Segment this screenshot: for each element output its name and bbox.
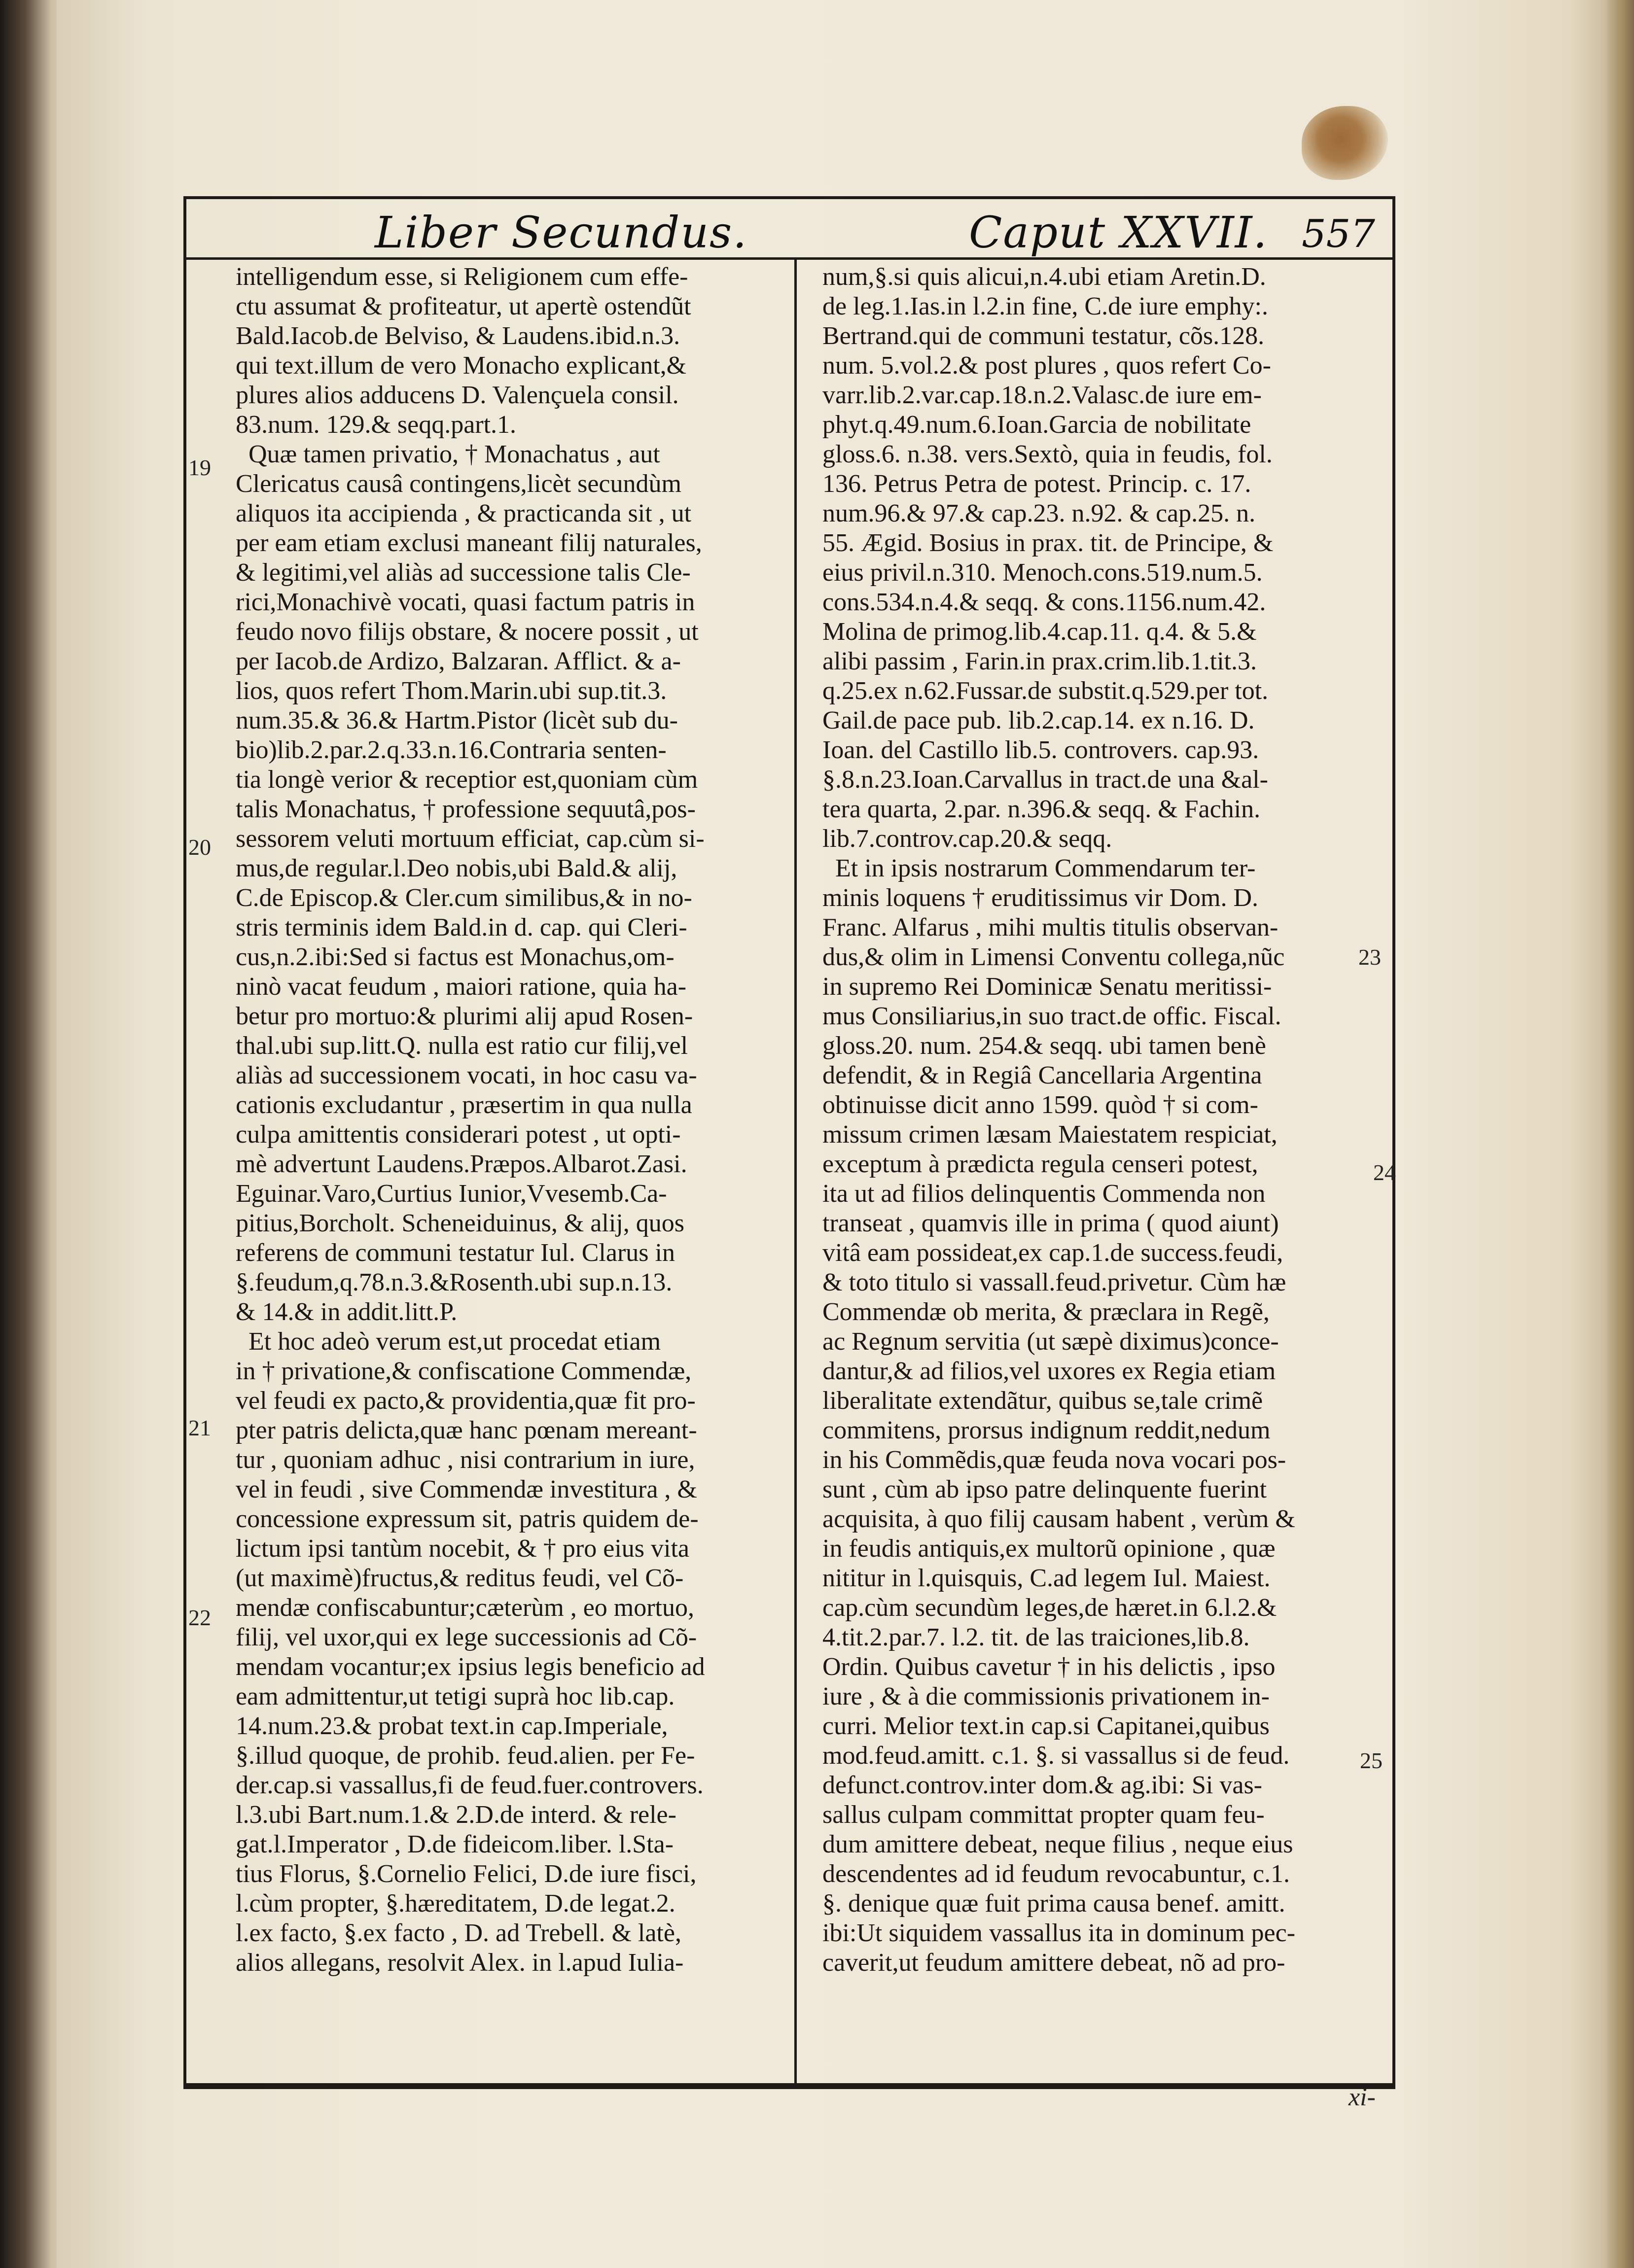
- bottom-rule: [183, 2086, 1395, 2089]
- text-line: Et in ipsis nostrarum Commendarum ter-: [822, 854, 1256, 882]
- text-line: alibi passim , Farin.in prax.crim.lib.1.tit.3.: [822, 647, 1257, 675]
- text-line: cationis excludantur , præsertim in qua nulla: [236, 1091, 692, 1119]
- text-line: Quæ tamen privatio, † Monachatus , aut: [236, 440, 660, 468]
- text-line: tius Florus, §.Cornelio Felici, D.de iure fisci,: [236, 1860, 697, 1888]
- text-line: mendæ confiscabuntur;cæterùm , eo mortuo,: [236, 1594, 695, 1622]
- text-line: minis loquens † eruditissimus vir Dom. D.: [822, 884, 1258, 912]
- text-line: vitâ eam possideat,ex cap.1.de success.feudi,: [822, 1239, 1283, 1267]
- text-line: ctu assumat & profiteatur, ut apertè ostendũt: [236, 292, 691, 320]
- text-line: dum amittere debeat, neque filius , neque eius: [822, 1830, 1293, 1858]
- text-line: §. denique quæ fuit prima causa benef. amitt.: [822, 1889, 1285, 1918]
- text-line: tur , quoniam adhuc , nisi contrarium in iure,: [236, 1446, 695, 1474]
- text-line: mod.feud.amitt. c.1. §. si vassallus si de feud.: [822, 1742, 1290, 1770]
- text-line: talis Monachatus, † professione sequutâ,pos-: [236, 795, 696, 823]
- text-line: num.35.& 36.& Hartm.Pistor (licèt sub du-: [236, 706, 678, 734]
- text-line: intelligendum esse, si Religionem cum effe-: [236, 263, 688, 291]
- text-line: tera quarta, 2.par. n.396.& seqq. & Fachin.: [822, 795, 1261, 823]
- text-line: 55. Ægid. Bosius in prax. tit. de Principe, &: [822, 529, 1274, 557]
- text-line: gloss.20. num. 254.& seqq. ubi tamen benè: [822, 1032, 1266, 1060]
- text-line: mus Consiliarius,in suo tract.de offic. Fiscal.: [822, 1002, 1281, 1030]
- text-line: aliàs ad successionem vocati, in hoc casu va-: [236, 1061, 697, 1089]
- text-line: ninò vacat feudum , maiori ratione, quia ha-: [236, 973, 687, 1001]
- page-number: 557: [1302, 212, 1375, 256]
- text-line: gat.l.Imperator , D.de fideicom.liber. l.Sta-: [236, 1830, 674, 1858]
- text-line: filij, vel uxor,qui ex lege successionis ad Cõ-: [236, 1623, 697, 1651]
- text-line: per Iacob.de Ardizo, Balzaran. Afflict. & a-: [236, 647, 681, 675]
- text-line: missum crimen læsam Maiestatem respiciat,: [822, 1120, 1278, 1149]
- text-line: de leg.1.Ias.in l.2.in fine, C.de iure emphy:.: [822, 292, 1269, 320]
- text-line: §.illud quoque, de prohib. feud.alien. per Fe-: [236, 1742, 695, 1770]
- margin-number-23: 23: [1358, 944, 1381, 970]
- text-line: gloss.6. n.38. vers.Sextò, quia in feudis, fol.: [822, 440, 1273, 468]
- text-line: 83.num. 129.& seqq.part.1.: [236, 411, 517, 439]
- text-line: commitens, prorsus indignum reddit,nedum: [822, 1416, 1271, 1444]
- text-line: ibi:Ut siquidem vassallus ita in dominum pec-: [822, 1919, 1296, 1947]
- text-line: Clericatus causâ contingens,licèt secundùm: [236, 470, 681, 498]
- text-line: & 14.& in addit.litt.P.: [236, 1298, 458, 1326]
- text-line: acquisita, à quo filij causam habent , verùm &: [822, 1505, 1295, 1533]
- text-line: eius privil.n.310. Menoch.cons.519.num.5.: [822, 558, 1263, 587]
- left-text-column: [236, 262, 790, 1978]
- text-line: ac Regnum servitia (ut sæpè diximus)conce-: [822, 1327, 1279, 1356]
- text-line: ita ut ad filios delinquentis Commenda non: [822, 1180, 1266, 1208]
- text-line: defunct.controv.inter dom.& ag.ibi: Si vas-: [822, 1771, 1262, 1799]
- text-line: aliquos ita accipienda , & practicanda sit , ut: [236, 499, 692, 527]
- column-divider: [794, 260, 797, 2086]
- text-line: 14.num.23.& probat text.in cap.Imperiale,: [236, 1712, 668, 1740]
- text-line: & toto titulo si vassall.feud.privetur. Cùm hæ: [822, 1268, 1286, 1296]
- margin-number-25: 25: [1360, 1748, 1383, 1773]
- text-line: Gail.de pace pub. lib.2.cap.14. ex n.16. D.: [822, 706, 1255, 734]
- text-line: Bald.Iacob.de Belviso, & Laudens.ibid.n.3.: [236, 322, 680, 350]
- text-line: rici,Monachivè vocati, quasi factum patris in: [236, 588, 695, 616]
- text-line: lios, quos refert Thom.Marin.ubi sup.tit.3.: [236, 677, 667, 705]
- text-line: in † privatione,& confiscatione Commendæ,: [236, 1357, 692, 1385]
- text-line: betur pro mortuo:& plurimi alij apud Rosen-: [236, 1002, 693, 1030]
- text-line: l.cùm propter, §.hæreditatem, D.de legat.2.: [236, 1889, 675, 1918]
- text-line: Eguinar.Varo,Curtius Iunior,Vvesemb.Ca-: [236, 1180, 667, 1208]
- text-line: pter patris delicta,quæ hanc pœnam mereant-: [236, 1416, 697, 1444]
- text-line: l.ex facto, §.ex facto , D. ad Trebell. & latè,: [236, 1919, 681, 1947]
- text-line: vel feudi ex pacto,& providentia,quæ fit pro-: [236, 1387, 696, 1415]
- text-line: concessione expressum sit, patris quidem de-: [236, 1505, 699, 1533]
- text-line: pitius,Borcholt. Scheneiduinus, & alij, quos: [236, 1209, 684, 1237]
- text-line: l.3.ubi Bart.num.1.& 2.D.de interd. & rele-: [236, 1801, 676, 1829]
- text-line: Ioan. del Castillo lib.5. controvers. cap.93.: [822, 736, 1259, 764]
- text-line: feudo novo filijs obstare, & nocere possit , ut: [236, 618, 699, 646]
- text-line: alios allegans, resolvit Alex. in l.apud Iulia-: [236, 1949, 684, 1977]
- text-line: exceptum à prædicta regula censeri potest,: [822, 1150, 1258, 1178]
- text-line: in his Commẽdis,quæ feuda nova vocari pos-: [822, 1446, 1286, 1474]
- book-gutter: [0, 0, 64, 2268]
- text-line: dantur,& ad filios,vel uxores ex Regia etiam: [822, 1357, 1276, 1385]
- text-line: phyt.q.49.num.6.Ioan.Garcia de nobilitate: [822, 411, 1251, 439]
- text-line: C.de Episcop.& Cler.cum similibus,& in no-: [236, 884, 692, 912]
- text-line: & legitimi,vel aliàs ad successione talis Cle-: [236, 558, 691, 587]
- text-line: liberalitate extendãtur, quibus se,tale crimẽ: [822, 1387, 1263, 1415]
- text-line: transeat , quamvis ille in prima ( quod aiunt): [822, 1209, 1279, 1237]
- text-line: qui text.illum de vero Monacho explicant,&: [236, 351, 687, 380]
- text-line: cap.cùm secundùm leges,de hæret.in 6.l.2.&: [822, 1594, 1277, 1622]
- text-line: der.cap.si vassallus,fi de feud.fuer.controvers.: [236, 1771, 704, 1799]
- signature-mark: xi-: [1349, 2083, 1376, 2111]
- text-line: obtinuisse dicit anno 1599. quòd † si com-: [822, 1091, 1258, 1119]
- text-line: mendam vocantur;ex ipsius legis beneficio ad: [236, 1653, 705, 1681]
- text-line: (ut maximè)fructus,& reditus feudi, vel Cõ-: [236, 1564, 684, 1592]
- text-line: plures alios adducens D. Valençuela consil.: [236, 381, 679, 409]
- margin-number-19: 19: [188, 455, 211, 480]
- margin-number-24: 24: [1373, 1160, 1396, 1185]
- text-line: num,§.si quis alicui,n.4.ubi etiam Aretin.D.: [822, 263, 1266, 291]
- margin-number-21: 21: [188, 1415, 211, 1440]
- text-line: mus,de regular.l.Deo nobis,ubi Bald.& alij,: [236, 854, 677, 882]
- text-line: in feudis antiquis,ex multorũ opinione , quæ: [822, 1535, 1276, 1563]
- text-line: Bertrand.qui de communi testatur, cõs.128.: [822, 322, 1265, 350]
- text-line: descendentes ad id feudum revocabuntur, c.1.: [822, 1860, 1290, 1888]
- text-line: bio)lib.2.par.2.q.33.n.16.Contraria senten-: [236, 736, 667, 764]
- text-line: culpa amittentis considerari potest , ut opti-: [236, 1120, 681, 1149]
- right-text-column: [822, 262, 1389, 1978]
- text-line: tia longè verior & receptior est,quoniam cùm: [236, 766, 698, 794]
- text-line: Commendæ ob merita, & præclara in Regẽ,: [822, 1298, 1270, 1326]
- text-line: varr.lib.2.var.cap.18.n.2.Valasc.de iure em-: [822, 381, 1262, 409]
- text-line: iure , & à die commissionis privationem in-: [822, 1682, 1270, 1710]
- text-line: cus,n.2.ibi:Sed si factus est Monachus,om-: [236, 943, 675, 971]
- text-line: Ordin. Quibus cavetur † in his delictis , ipso: [822, 1653, 1276, 1681]
- text-line: sunt , cùm ab ipso patre delinquente fuerint: [822, 1475, 1267, 1503]
- text-line: mè advertunt Laudens.Præpos.Albarot.Zasi.: [236, 1150, 687, 1178]
- text-line: caverit,ut feudum amittere debeat, nõ ad pro-: [822, 1949, 1285, 1977]
- running-head-left: Liber Secundus.: [375, 207, 748, 258]
- text-line: defendit, & in Regiâ Cancellaria Argentina: [822, 1061, 1262, 1089]
- text-line: 136. Petrus Petra de potest. Princip. c. 17.: [822, 470, 1251, 498]
- running-head-right: Caput XXVII.: [969, 207, 1268, 258]
- text-line: curri. Melior text.in cap.si Capitanei,quibus: [822, 1712, 1270, 1740]
- text-line: sessorem veluti mortuum efficiat, cap.cùm si-: [236, 825, 705, 853]
- text-line: thal.ubi sup.litt.Q. nulla est ratio cur filij,vel: [236, 1032, 688, 1060]
- text-line: num. 5.vol.2.& post plures , quos refert Co-: [822, 351, 1271, 380]
- text-line: lib.7.controv.cap.20.& seqq.: [822, 825, 1112, 853]
- text-line: nititur in l.quisquis, C.ad legem Iul. Maiest.: [822, 1564, 1271, 1592]
- text-line: q.25.ex n.62.Fussar.de substit.q.529.per tot.: [822, 677, 1269, 705]
- text-line: dus,& olim in Limensi Conventu collega,nũc: [822, 943, 1285, 971]
- text-line: eam admittentur,ut tetigi suprà hoc lib.cap.: [236, 1682, 675, 1710]
- text-line: Et hoc adeò verum est,ut procedat etiam: [236, 1327, 661, 1356]
- margin-number-22: 22: [188, 1605, 211, 1630]
- text-line: sallus culpam committat propter quam feu-: [822, 1801, 1265, 1829]
- margin-number-20: 20: [188, 835, 211, 860]
- page-edge-shadow: [1604, 0, 1634, 2268]
- text-line: num.96.& 97.& cap.23. n.92. & cap.25. n.: [822, 499, 1256, 527]
- text-line: vel in feudi , sive Commendæ investitura , &: [236, 1475, 697, 1503]
- text-line: cons.534.n.4.& seqq. & cons.1156.num.42.: [822, 588, 1266, 616]
- text-line: referens de communi testatur Iul. Clarus in: [236, 1239, 675, 1267]
- text-line: stris terminis idem Bald.in d. cap. qui Cleri-: [236, 913, 687, 942]
- text-line: per eam etiam exclusi maneant filij naturales,: [236, 529, 702, 557]
- text-line: §.8.n.23.Ioan.Carvallus in tract.de una &al-: [822, 766, 1268, 794]
- text-line: Molina de primog.lib.4.cap.11. q.4. & 5.&: [822, 618, 1257, 646]
- text-line: Franc. Alfarus , mihi multis titulis observan-: [822, 913, 1279, 942]
- text-line: §.feudum,q.78.n.3.&Rosenth.ubi sup.n.13.: [236, 1268, 673, 1296]
- text-line: 4.tit.2.par.7. l.2. tit. de las traiciones,lib.8.: [822, 1623, 1250, 1651]
- text-line: lictum ipsi tantùm nocebit, & † pro eius vita: [236, 1535, 689, 1563]
- text-line: in supremo Rei Dominicæ Senatu meritissi-: [822, 973, 1272, 1001]
